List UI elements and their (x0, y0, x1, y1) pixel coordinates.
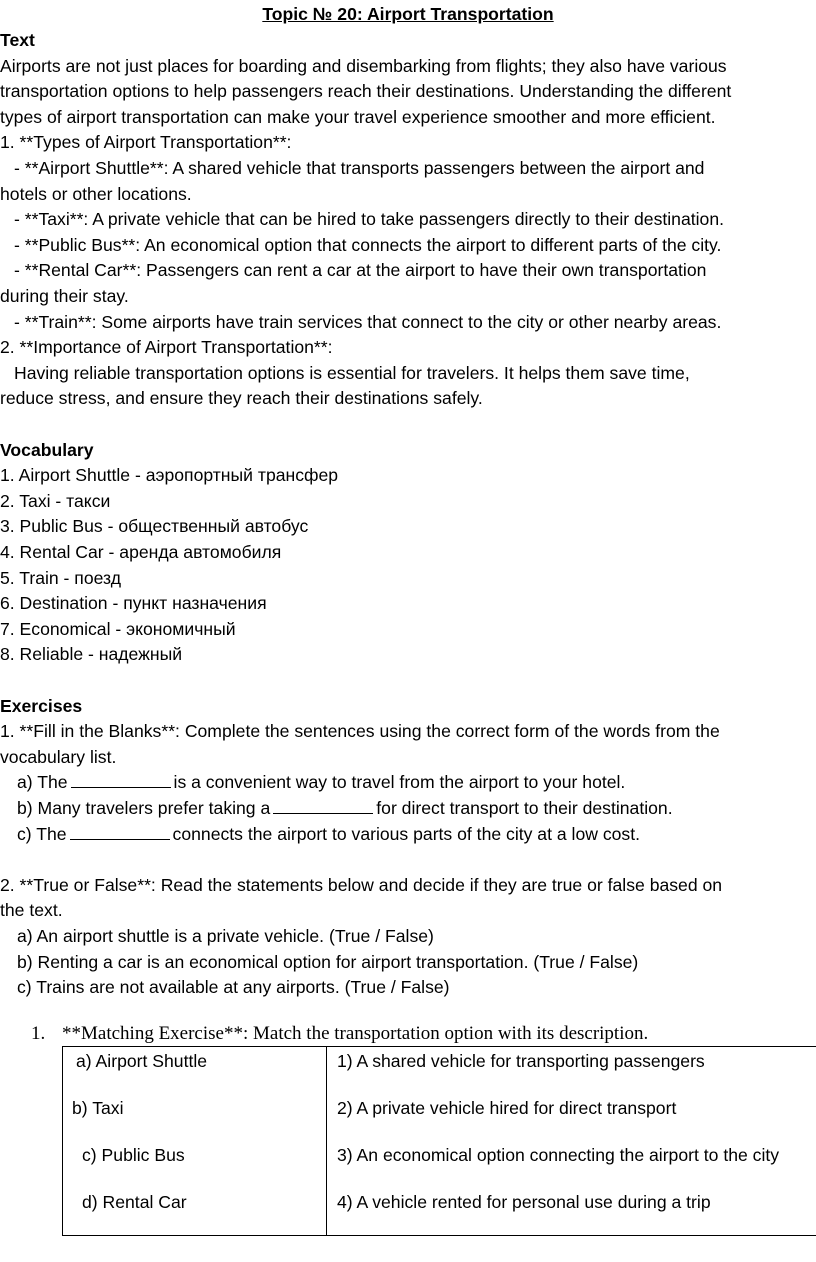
text-line: types of airport transportation can make your travel experience smoother and more efficient. (0, 106, 716, 127)
text-line: hotels or other locations. (0, 183, 192, 204)
vocabulary-heading: Vocabulary (0, 439, 94, 460)
sentence-end: for direct transport to their destination. (376, 798, 673, 818)
text-line: Airports are not just places for boarding and disembarking from flights; they also have various (0, 55, 727, 76)
text-heading: Text (0, 30, 35, 50)
sentence-start: c) The (17, 823, 67, 844)
text-line: during their stay. (0, 286, 129, 306)
exercise3-number: 1. (31, 1023, 46, 1044)
exercise1-instructions: 1. **Fill in the Blanks**: Complete the sentences using the correct form of the words from the (0, 721, 720, 742)
sentence-start: a) The (17, 772, 68, 793)
matching-description: 3) An economical option connecting the airport to the city (337, 1145, 780, 1165)
blank-line (70, 825, 170, 840)
exercise2-item: c) Trains are not available at any airports. (True / False) (17, 977, 450, 998)
matching-option: a) Airport Shuttle (76, 1051, 208, 1071)
exercise1-item-c (0, 822, 640, 848)
matching-description: 4) A vehicle rented for personal use during a trip (337, 1192, 711, 1212)
sentence-end: is a convenient way to travel from the airport to your hotel. (173, 772, 626, 793)
matching-description: 1) A shared vehicle for transporting passengers (337, 1051, 705, 1071)
sentence-start: b) Many travelers prefer taking a (17, 798, 271, 818)
blank-line (273, 799, 373, 814)
text-line: transportation options to help passengers reach their destinations. Understanding the different (0, 81, 732, 102)
matching-table (62, 1046, 816, 1236)
vocab-item: 4. Rental Car - аренда автомобиля (0, 542, 282, 562)
matching-descriptions-column (327, 1047, 816, 1236)
text-line: 1. **Types of Airport Transportation**: (0, 132, 292, 153)
blank-line (71, 773, 171, 788)
sentence-end: connects the airport to various parts of the city at a low cost. (172, 823, 640, 844)
matching-description: 2) A private vehicle hired for direct transport (337, 1098, 677, 1118)
exercise1-instructions: vocabulary list. (0, 746, 117, 767)
vocab-item: 2. Taxi - такси (0, 490, 111, 511)
exercise2-item: a) An airport shuttle is a private vehicle. (True / False) (17, 926, 434, 946)
vocab-item: 7. Economical - экономичный (0, 618, 236, 639)
text-line: - **Taxi**: A private vehicle that can be hired to take passengers directly to their destination. (14, 209, 725, 230)
matching-options-column (63, 1047, 327, 1236)
matching-option: c) Public Bus (82, 1145, 185, 1165)
matching-option: d) Rental Car (82, 1192, 187, 1212)
text-line: 2. **Importance of Airport Transportation**: (0, 337, 333, 358)
exercise1-item-b (0, 796, 673, 822)
vocab-item: 1. Airport Shuttle - аэропортный трансфер (0, 465, 339, 486)
text-line: - **Public Bus**: An economical option that connects the airport to different parts of the city. (14, 234, 722, 255)
exercise3-instructions: **Matching Exercise**: Match the transportation option with its description. (62, 1023, 649, 1044)
exercise1-item-a (0, 770, 625, 796)
vocab-item: 6. Destination - пункт назначения (0, 593, 267, 614)
page-title: Topic № 20: Airport Transportation (262, 4, 554, 24)
matching-option: b) Taxi (72, 1098, 124, 1118)
exercise2-instructions: 2. **True or False**: Read the statements below and decide if they are true or false based on (0, 874, 723, 895)
text-line: reduce stress, and ensure they reach their destinations safely. (0, 388, 483, 409)
exercises-heading: Exercises (0, 695, 83, 716)
text-line: - **Train**: Some airports have train services that connect to the city or other nearby areas. (14, 311, 722, 332)
exercise2-instructions: the text. (0, 900, 63, 921)
vocab-item: 3. Public Bus - общественный автобус (0, 516, 309, 537)
exercise2-item: b) Renting a car is an economical option for airport transportation. (True / False) (17, 951, 639, 972)
text-line: Having reliable transportation options is essential for travelers. It helps them save time, (14, 362, 690, 383)
vocab-item: 5. Train - поезд (0, 567, 121, 588)
vocab-item: 8. Reliable - надежный (0, 644, 183, 665)
text-line: - **Airport Shuttle**: A shared vehicle that transports passengers between the airport and (14, 158, 705, 178)
text-line: - **Rental Car**: Passengers can rent a car at the airport to have their own transportation (14, 260, 707, 281)
